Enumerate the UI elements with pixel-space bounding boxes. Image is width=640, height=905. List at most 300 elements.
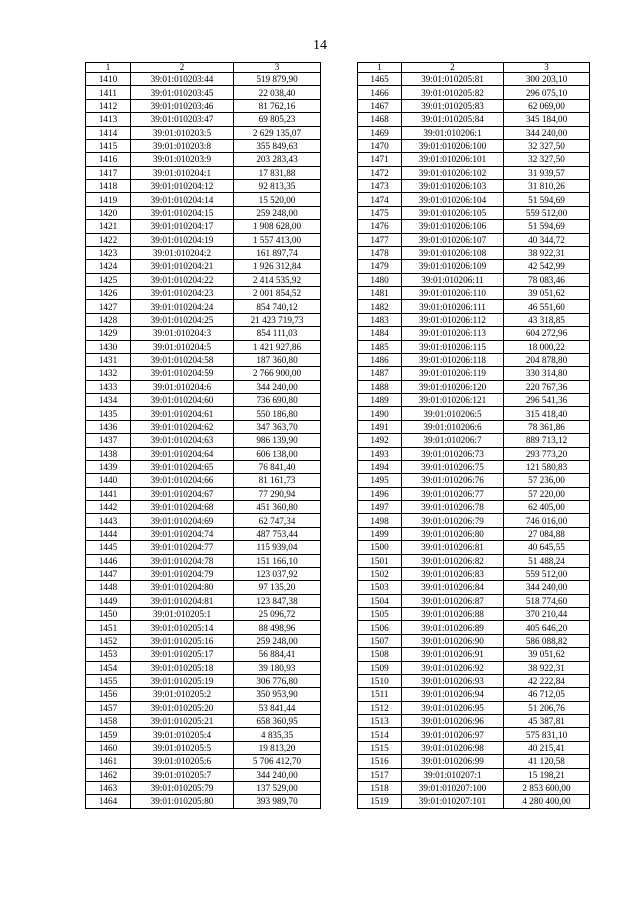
cell-value: 32 327,50 (504, 139, 590, 152)
table-row (86, 487, 321, 500)
cell-cadastral-id: 39:01:010206:7 (402, 434, 504, 447)
table-row (86, 514, 321, 527)
table-row (86, 407, 321, 420)
table-row (358, 768, 590, 781)
cell-value: 88 498,96 (234, 621, 321, 634)
cell-cadastral-id: 39:01:010204:21 (131, 260, 234, 273)
cell-row-number: 1459 (86, 728, 131, 741)
cell-value: 76 841,40 (234, 460, 321, 473)
cell-cadastral-id: 39:01:010205:5 (131, 741, 234, 754)
cell-cadastral-id: 39:01:010205:19 (131, 674, 234, 687)
cell-cadastral-id: 39:01:010206:109 (402, 260, 504, 273)
cell-cadastral-id: 39:01:010206:111 (402, 300, 504, 313)
table-row (358, 113, 590, 126)
table-row (358, 233, 590, 246)
cell-value: 2 853 600,00 (504, 781, 590, 794)
table-row (358, 260, 590, 273)
cell-row-number: 1425 (86, 273, 131, 286)
table-row (86, 648, 321, 661)
cell-value: 21 423 719,73 (234, 313, 321, 326)
cell-value: 51 488,24 (504, 554, 590, 567)
cell-value: 123 847,38 (234, 594, 321, 607)
cell-value: 31 810,26 (504, 180, 590, 193)
cell-row-number: 1448 (86, 581, 131, 594)
cell-value: 519 879,90 (234, 73, 321, 86)
cell-value: 1 421 927,86 (234, 340, 321, 353)
cell-row-number: 1476 (358, 220, 402, 233)
cell-value: 405 646,20 (504, 621, 590, 634)
cell-row-number: 1490 (358, 407, 402, 420)
table-row (86, 206, 321, 219)
cell-row-number: 1498 (358, 514, 402, 527)
table-row (86, 541, 321, 554)
table-row (86, 567, 321, 580)
cell-value: 518 774,60 (504, 594, 590, 607)
table-row (358, 287, 590, 300)
table-header-row (358, 63, 590, 73)
cell-value: 1 926 312,84 (234, 260, 321, 273)
cell-cadastral-id: 39:01:010206:76 (402, 474, 504, 487)
cell-value: 330 314,80 (504, 367, 590, 380)
cell-row-number: 1480 (358, 273, 402, 286)
cell-cadastral-id: 39:01:010206:11 (402, 273, 504, 286)
cell-row-number: 1504 (358, 594, 402, 607)
cell-value: 658 360,95 (234, 715, 321, 728)
table-row (86, 233, 321, 246)
table-row (358, 460, 590, 473)
table-row (86, 674, 321, 687)
cell-cadastral-id: 39:01:010204:63 (131, 434, 234, 447)
cell-cadastral-id: 39:01:010206:91 (402, 648, 504, 661)
table-row (358, 674, 590, 687)
cell-cadastral-id: 39:01:010206:88 (402, 608, 504, 621)
cell-row-number: 1446 (86, 554, 131, 567)
cell-cadastral-id: 39:01:010206:112 (402, 313, 504, 326)
cell-cadastral-id: 39:01:010204:74 (131, 527, 234, 540)
cadastral-table-left (85, 62, 321, 809)
cell-cadastral-id: 39:01:010205:1 (131, 608, 234, 621)
cell-row-number: 1482 (358, 300, 402, 313)
cell-row-number: 1493 (358, 447, 402, 460)
cell-row-number: 1419 (86, 193, 131, 206)
table-row (358, 474, 590, 487)
cell-value: 345 184,00 (504, 113, 590, 126)
cell-row-number: 1462 (86, 768, 131, 781)
cell-value: 586 088,82 (504, 634, 590, 647)
table-row (358, 621, 590, 634)
cell-value: 45 387,81 (504, 715, 590, 728)
table-row (86, 260, 321, 273)
cell-row-number: 1456 (86, 688, 131, 701)
cell-value: 604 272,96 (504, 327, 590, 340)
cell-row-number: 1428 (86, 313, 131, 326)
cell-value: 51 594,69 (504, 193, 590, 206)
cell-cadastral-id: 39:01:010206:89 (402, 621, 504, 634)
table-row (358, 715, 590, 728)
cell-cadastral-id: 39:01:010204:80 (131, 581, 234, 594)
cell-value: 31 939,57 (504, 166, 590, 179)
table-row (86, 73, 321, 86)
table-row (358, 688, 590, 701)
cell-value: 2 001 854,52 (234, 287, 321, 300)
cell-value: 57 236,00 (504, 474, 590, 487)
cell-row-number: 1486 (358, 353, 402, 366)
cell-row-number: 1483 (358, 313, 402, 326)
table-row (358, 554, 590, 567)
cell-cadastral-id: 39:01:010204:59 (131, 367, 234, 380)
cell-row-number: 1507 (358, 634, 402, 647)
cell-value: 38 922,31 (504, 246, 590, 259)
cell-row-number: 1440 (86, 474, 131, 487)
cell-row-number: 1467 (358, 99, 402, 112)
table-row (86, 781, 321, 794)
table-row (86, 180, 321, 193)
table-row (358, 313, 590, 326)
cell-row-number: 1470 (358, 139, 402, 152)
table-row (86, 113, 321, 126)
cell-cadastral-id: 39:01:010206:103 (402, 180, 504, 193)
cell-value: 78 083,46 (504, 273, 590, 286)
cell-cadastral-id: 39:01:010204:3 (131, 327, 234, 340)
cell-cadastral-id: 39:01:010203:5 (131, 126, 234, 139)
cell-cadastral-id: 39:01:010205:4 (131, 728, 234, 741)
column-header-value: 3 (504, 63, 590, 73)
table-row (358, 166, 590, 179)
cell-row-number: 1431 (86, 353, 131, 366)
table-row (358, 126, 590, 139)
table-row (86, 768, 321, 781)
cell-value: 25 096,72 (234, 608, 321, 621)
cell-value: 39 180,93 (234, 661, 321, 674)
table-row (358, 139, 590, 152)
cell-value: 370 210,44 (504, 608, 590, 621)
cell-value: 4 835,35 (234, 728, 321, 741)
cell-value: 41 120,58 (504, 755, 590, 768)
cell-row-number: 1438 (86, 447, 131, 460)
cell-row-number: 1464 (86, 795, 131, 808)
cell-cadastral-id: 39:01:010206:106 (402, 220, 504, 233)
cell-cadastral-id: 39:01:010206:108 (402, 246, 504, 259)
table-row (86, 715, 321, 728)
cell-cadastral-id: 39:01:010205:83 (402, 99, 504, 112)
cell-row-number: 1472 (358, 166, 402, 179)
table-row (358, 340, 590, 353)
cell-value: 315 418,40 (504, 407, 590, 420)
cell-value: 77 290,94 (234, 487, 321, 500)
cell-value: 220 767,36 (504, 380, 590, 393)
cell-row-number: 1412 (86, 99, 131, 112)
cell-value: 92 813,35 (234, 180, 321, 193)
cell-cadastral-id: 39:01:010206:94 (402, 688, 504, 701)
cell-row-number: 1432 (86, 367, 131, 380)
cadastral-table-right (357, 62, 590, 809)
cell-value: 889 713,12 (504, 434, 590, 447)
cell-row-number: 1444 (86, 527, 131, 540)
table-row (86, 621, 321, 634)
table-row (86, 273, 321, 286)
cell-value: 187 360,80 (234, 353, 321, 366)
cell-value: 15 198,21 (504, 768, 590, 781)
cell-row-number: 1416 (86, 153, 131, 166)
cell-cadastral-id: 39:01:010206:95 (402, 701, 504, 714)
cell-cadastral-id: 39:01:010206:96 (402, 715, 504, 728)
cell-value: 559 512,00 (504, 206, 590, 219)
cell-row-number: 1497 (358, 501, 402, 514)
cell-value: 854 111,03 (234, 327, 321, 340)
cell-value: 42 542,99 (504, 260, 590, 273)
table-row (358, 514, 590, 527)
table-row (358, 487, 590, 500)
cell-cadastral-id: 39:01:010204:78 (131, 554, 234, 567)
cell-value: 161 897,74 (234, 246, 321, 259)
table-row (86, 139, 321, 152)
table-row (358, 193, 590, 206)
cell-value: 344 240,00 (504, 581, 590, 594)
cell-row-number: 1436 (86, 420, 131, 433)
cell-cadastral-id: 39:01:010206:80 (402, 527, 504, 540)
cell-row-number: 1514 (358, 728, 402, 741)
cell-value: 97 135,20 (234, 581, 321, 594)
table-row (86, 420, 321, 433)
cell-cadastral-id: 39:01:010206:77 (402, 487, 504, 500)
table-row (358, 608, 590, 621)
cell-cadastral-id: 39:01:010206:1 (402, 126, 504, 139)
cell-value: 51 206,76 (504, 701, 590, 714)
cell-value: 2 629 135,07 (234, 126, 321, 139)
cell-value: 293 773,20 (504, 447, 590, 460)
cell-cadastral-id: 39:01:010206:78 (402, 501, 504, 514)
cell-cadastral-id: 39:01:010205:2 (131, 688, 234, 701)
cell-cadastral-id: 39:01:010204:23 (131, 287, 234, 300)
table-row (86, 460, 321, 473)
cell-row-number: 1460 (86, 741, 131, 754)
table-row (86, 193, 321, 206)
cell-row-number: 1442 (86, 501, 131, 514)
cell-row-number: 1411 (86, 86, 131, 99)
cell-cadastral-id: 39:01:010204:62 (131, 420, 234, 433)
cell-value: 43 318,85 (504, 313, 590, 326)
cell-value: 1 908 628,00 (234, 220, 321, 233)
cell-value: 344 240,00 (504, 126, 590, 139)
table-row (358, 741, 590, 754)
table-row (358, 73, 590, 86)
table-row (358, 648, 590, 661)
cell-row-number: 1502 (358, 567, 402, 580)
cell-value: 81 762,16 (234, 99, 321, 112)
cell-value: 746 016,00 (504, 514, 590, 527)
cell-row-number: 1413 (86, 113, 131, 126)
cell-value: 22 038,40 (234, 86, 321, 99)
cell-row-number: 1477 (358, 233, 402, 246)
cell-cadastral-id: 39:01:010205:21 (131, 715, 234, 728)
cell-row-number: 1421 (86, 220, 131, 233)
cell-cadastral-id: 39:01:010204:61 (131, 407, 234, 420)
cell-value: 40 215,41 (504, 741, 590, 754)
cell-row-number: 1422 (86, 233, 131, 246)
cell-cadastral-id: 39:01:010205:14 (131, 621, 234, 634)
table-row (358, 447, 590, 460)
table-row (86, 380, 321, 393)
cell-row-number: 1489 (358, 394, 402, 407)
cell-cadastral-id: 39:01:010204:68 (131, 501, 234, 514)
cell-row-number: 1488 (358, 380, 402, 393)
cell-cadastral-id: 39:01:010206:97 (402, 728, 504, 741)
cell-value: 19 813,20 (234, 741, 321, 754)
cell-value: 347 363,70 (234, 420, 321, 433)
cell-cadastral-id: 39:01:010206:82 (402, 554, 504, 567)
cell-value: 854 740,12 (234, 300, 321, 313)
cell-row-number: 1471 (358, 153, 402, 166)
table-row (86, 554, 321, 567)
cell-row-number: 1469 (358, 126, 402, 139)
cell-row-number: 1466 (358, 86, 402, 99)
table-row (86, 661, 321, 674)
cell-cadastral-id: 39:01:010204:24 (131, 300, 234, 313)
cell-row-number: 1499 (358, 527, 402, 540)
cell-cadastral-id: 39:01:010206:105 (402, 206, 504, 219)
cell-value: 115 939,04 (234, 541, 321, 554)
table-row (358, 501, 590, 514)
cell-value: 39 051,62 (504, 287, 590, 300)
cell-row-number: 1475 (358, 206, 402, 219)
cell-value: 2 414 535,92 (234, 273, 321, 286)
cell-value: 487 753,44 (234, 527, 321, 540)
cell-row-number: 1465 (358, 73, 402, 86)
cell-value: 15 520,00 (234, 193, 321, 206)
table-row (86, 353, 321, 366)
table-row (358, 407, 590, 420)
column-header-cadastral-id: 2 (131, 63, 234, 73)
table-row (86, 527, 321, 540)
table-row (86, 394, 321, 407)
table-row (358, 701, 590, 714)
cell-cadastral-id: 39:01:010204:77 (131, 541, 234, 554)
cell-cadastral-id: 39:01:010206:75 (402, 460, 504, 473)
table-row (86, 340, 321, 353)
table-row (358, 755, 590, 768)
table-row (358, 327, 590, 340)
cell-value: 300 203,10 (504, 73, 590, 86)
cell-cadastral-id: 39:01:010204:5 (131, 340, 234, 353)
cell-row-number: 1494 (358, 460, 402, 473)
cell-row-number: 1496 (358, 487, 402, 500)
cell-row-number: 1463 (86, 781, 131, 794)
cell-row-number: 1449 (86, 594, 131, 607)
table-row (86, 313, 321, 326)
cell-row-number: 1481 (358, 287, 402, 300)
cell-row-number: 1447 (86, 567, 131, 580)
table-row (358, 246, 590, 259)
cell-row-number: 1410 (86, 73, 131, 86)
cell-cadastral-id: 39:01:010206:121 (402, 394, 504, 407)
cell-cadastral-id: 39:01:010206:110 (402, 287, 504, 300)
cell-cadastral-id: 39:01:010205:84 (402, 113, 504, 126)
cell-cadastral-id: 39:01:010205:16 (131, 634, 234, 647)
column-header-cadastral-id: 2 (402, 63, 504, 73)
cell-cadastral-id: 39:01:010204:67 (131, 487, 234, 500)
cell-value: 18 000,22 (504, 340, 590, 353)
cell-cadastral-id: 39:01:010205:79 (131, 781, 234, 794)
cell-row-number: 1515 (358, 741, 402, 754)
cell-row-number: 1503 (358, 581, 402, 594)
cell-cadastral-id: 39:01:010206:101 (402, 153, 504, 166)
table-row (86, 246, 321, 259)
cell-row-number: 1484 (358, 327, 402, 340)
table-row (358, 661, 590, 674)
cell-value: 5 706 412,70 (234, 755, 321, 768)
cell-value: 259 248,00 (234, 206, 321, 219)
table-row (86, 474, 321, 487)
cell-cadastral-id: 39:01:010204:17 (131, 220, 234, 233)
table-row (86, 86, 321, 99)
cell-value: 42 222,84 (504, 674, 590, 687)
cell-cadastral-id: 39:01:010205:81 (402, 73, 504, 86)
cell-cadastral-id: 39:01:010203:46 (131, 99, 234, 112)
table-row (86, 755, 321, 768)
cell-row-number: 1453 (86, 648, 131, 661)
table-row (86, 501, 321, 514)
cell-value: 151 166,10 (234, 554, 321, 567)
cell-value: 736 690,80 (234, 394, 321, 407)
cell-value: 53 841,44 (234, 701, 321, 714)
table-row (86, 287, 321, 300)
cell-row-number: 1510 (358, 674, 402, 687)
cell-cadastral-id: 39:01:010207:101 (402, 795, 504, 808)
cell-value: 81 161,73 (234, 474, 321, 487)
cell-cadastral-id: 39:01:010204:60 (131, 394, 234, 407)
cell-row-number: 1506 (358, 621, 402, 634)
cell-value: 46 551,60 (504, 300, 590, 313)
cell-cadastral-id: 39:01:010204:22 (131, 273, 234, 286)
cell-value: 393 989,70 (234, 795, 321, 808)
table-row (86, 688, 321, 701)
cell-cadastral-id: 39:01:010206:5 (402, 407, 504, 420)
cell-cadastral-id: 39:01:010205:80 (131, 795, 234, 808)
cell-cadastral-id: 39:01:010203:9 (131, 153, 234, 166)
cell-row-number: 1495 (358, 474, 402, 487)
cell-value: 259 248,00 (234, 634, 321, 647)
table-row (86, 300, 321, 313)
cell-row-number: 1491 (358, 420, 402, 433)
cell-value: 38 922,31 (504, 661, 590, 674)
cell-row-number: 1443 (86, 514, 131, 527)
cell-cadastral-id: 39:01:010206:119 (402, 367, 504, 380)
cell-row-number: 1516 (358, 755, 402, 768)
cell-value: 39 051,62 (504, 648, 590, 661)
cell-cadastral-id: 39:01:010206:73 (402, 447, 504, 460)
cell-cadastral-id: 39:01:010203:8 (131, 139, 234, 152)
cell-value: 344 240,00 (234, 380, 321, 393)
cell-cadastral-id: 39:01:010204:12 (131, 180, 234, 193)
cell-row-number: 1518 (358, 781, 402, 794)
table-row (86, 220, 321, 233)
table-row (86, 728, 321, 741)
cell-cadastral-id: 39:01:010203:44 (131, 73, 234, 86)
cell-row-number: 1517 (358, 768, 402, 781)
cell-cadastral-id: 39:01:010204:65 (131, 460, 234, 473)
cell-value: 203 283,43 (234, 153, 321, 166)
cell-row-number: 1435 (86, 407, 131, 420)
cell-row-number: 1478 (358, 246, 402, 259)
cell-row-number: 1426 (86, 287, 131, 300)
table-row (358, 206, 590, 219)
table-row (358, 273, 590, 286)
table-row (86, 126, 321, 139)
cell-value: 32 327,50 (504, 153, 590, 166)
cell-cadastral-id: 39:01:010204:25 (131, 313, 234, 326)
cell-cadastral-id: 39:01:010206:113 (402, 327, 504, 340)
cell-cadastral-id: 39:01:010207:100 (402, 781, 504, 794)
